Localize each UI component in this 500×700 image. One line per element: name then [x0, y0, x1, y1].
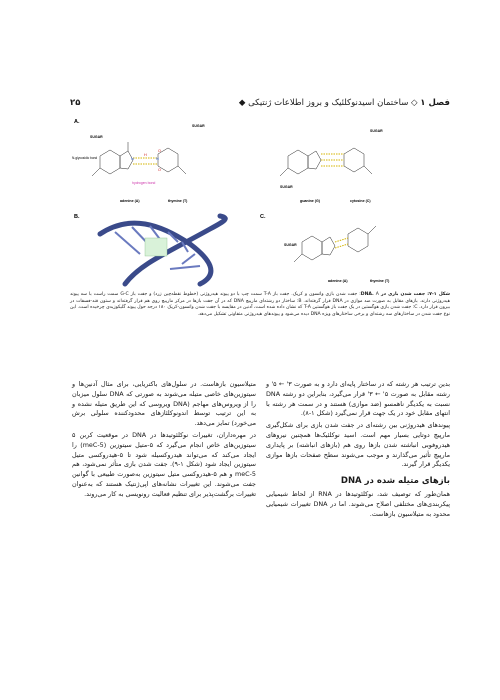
diamond-separator: ◇ [411, 98, 418, 108]
oxygen-atom: O [158, 149, 161, 153]
page-header [70, 96, 450, 110]
n-glycosidic-label: N-glycosidic bond [72, 156, 98, 160]
panel-b-label: B. [74, 214, 80, 220]
base-pairing-figure [70, 114, 450, 289]
caption-lead: شکل ۱-۷: جفت شدن بازی در DNA. [360, 292, 450, 297]
thymine-label-a: thymine (T) [168, 199, 188, 203]
cytosine-label: cytosine (C) [350, 199, 371, 203]
paragraph: در مهره‌داران، تغییرات نوکلئوتیدها در DNA در موقعیت کربن ۵ سیتوزین‌های خاص انجام می‌گیرد که ۵-متیل سیتوزین (5-meC) را ایجاد می‌کند که می‌تواند هیدروکسیله شود تا ۵-هیدروکسی متیل سیتوزین ایجاد شود (شکل ۱-۹). جفت شدن بازی متأثر نمی‌شود، هم 5-meC و هم ۵-هیدروکسی متیل سیتوزین به‌صورت طبیعی با گوانین جفت می‌شوند. این تغییرات نشانه‌های اپی‌ژنتیک هستند که به‌عنوان تغییرات برگشت‌پذیر برای تنظیم فعالیت رونویسی به کار می‌روند. [72, 430, 257, 498]
at-pair-diagram [92, 142, 186, 176]
section-heading: بازهای متیله شده در DNA [340, 476, 450, 487]
hydrogen-atom: H [144, 153, 147, 157]
paragraph: بدین ترتیب هر رشته که در ساختار پایه‌ای دارد و به صورت ۳' ← ۵' و رشته مقابل به صورت ۵' ← ۳' قرار می‌گیرد، بنابراین دو رشته DNA نسبت به یکدیگر ناهمسو (ضد موازی) هستند و در سمت هر رشته با انتهای مقابل خود در یک جهت قرار نمی‌گیرد (شکل ۱-۸). [266, 380, 450, 418]
right-column [266, 380, 450, 522]
adenine-label-c: adenine (A) [328, 279, 348, 283]
nitrogen-atom: N [156, 157, 159, 161]
sugar-label-a-left: SUGAR [90, 135, 103, 139]
hoogsteen-hbonds [335, 238, 348, 248]
gc-pair-diagram [280, 148, 372, 176]
sugar-label-c: SUGAR [284, 243, 297, 247]
stacked-bases [145, 238, 167, 256]
hydrogen-bond-label: hydrogen bond [132, 181, 156, 185]
double-helix-diagram [100, 216, 225, 284]
guanine-label: guanine (G) [300, 199, 320, 203]
thymine-label-c: thymine (T) [370, 279, 390, 283]
paragraph: پیوندهای هیدروژنی بین رشته‌ای در جفت شدن بازی برای شکل‌گیری مارپیچ دوتایی بسیار مهم است. اسید نوکلئیک‌ها همچنین نیروهای هیدروفوبی انباشته شدن بازها روی هم (بازهای انباشته) بر پایداری مارپیچ تأثیر می‌گذارند و موجب می‌شوند سطح صفحات بازها موازی یکدیگر قرار گیرند. [266, 421, 450, 469]
sugar-label-gc-left: SUGAR [280, 185, 293, 189]
chapter-title: ساختمان اسیدنوکلئیک و بروز اطلاعات ژنتیکی [248, 98, 409, 108]
page-number: ۲۵ [70, 98, 81, 108]
caption-text: A: جفت شدن بازی واتسون و کریک. جفت باز T-A سمت چپ با دو پیوند هیدروژنی (خطوط نقطه‌چین زرد) و جفت باز G-C سمت راست با سه پیوند هیدروژنی دارند. بازهای مقابل به صورت ضد موازی در DNA قرار گرفته‌اند. B: ساختار دو رشته‌ای مارپیچ DNA که در آن جفت بازها در مرکز مارپیچ روی هم قرار گرفته‌اند و ستون قند-فسفات در بیرون قرار دارد. C: جفت شدن بازی هوگستین در یک جفت باز هوگستین T-A که نشان داده شده است، آدنین در مقایسه با جفت شدن واتسون-کریک ۱۸۰ درجه حول پیوند گلیکوزیدی چرخیده است. این نوع جفت شدن در ساختارهای سه رشته‌ای و برخی ساختارهای ویژه DNA دیده می‌شود و پیوندهای هیدروژنی متفاوتی تشکیل می‌دهد. [70, 292, 451, 317]
paragraph: متیلاسیون بازهاست. در سلول‌های باکتریایی، برای مثال آدنین‌ها و سیتوزین‌های خاصی متیله می‌شوند به صورتی که DNA سلول میزبان را از ویروس‌های مهاجم (DNA ویروسی که این طریق متیله نشده و به این ترتیب توسط اندونوکلئازهای محدودکننده سلولی برش می‌خورد) تمایز می‌دهد. [72, 380, 256, 428]
paragraph: همان‌طور که توصیف شد، نوکلئوتیدها در RNA از لحاظ شیمیایی پیکربندی‌های مختلفی اصلاح می‌شوند. اما در DNA تغییرات شیمیایی محدود به متیلاسیون بازهاست. [266, 490, 450, 518]
panel-c-label: C. [260, 214, 266, 220]
hoogsteen-pair-diagram [294, 226, 376, 262]
sugar-label-gc-right: SUGAR [370, 129, 383, 133]
oxygen-atom: O [158, 168, 161, 172]
figure-caption [70, 292, 450, 318]
end-mark: ◆ [238, 98, 246, 108]
adenine-label-a: adenine (A) [120, 199, 140, 203]
running-head [239, 96, 450, 110]
left-column [72, 380, 256, 502]
chapter-label: فصل ۱ [420, 98, 450, 108]
panel-a-label: A. [74, 119, 80, 125]
gc-hbonds [321, 154, 344, 166]
at-hbonds [133, 158, 158, 164]
sugar-label-a-right: SUGAR [192, 124, 205, 128]
nitrogen-atom: N [131, 157, 134, 161]
